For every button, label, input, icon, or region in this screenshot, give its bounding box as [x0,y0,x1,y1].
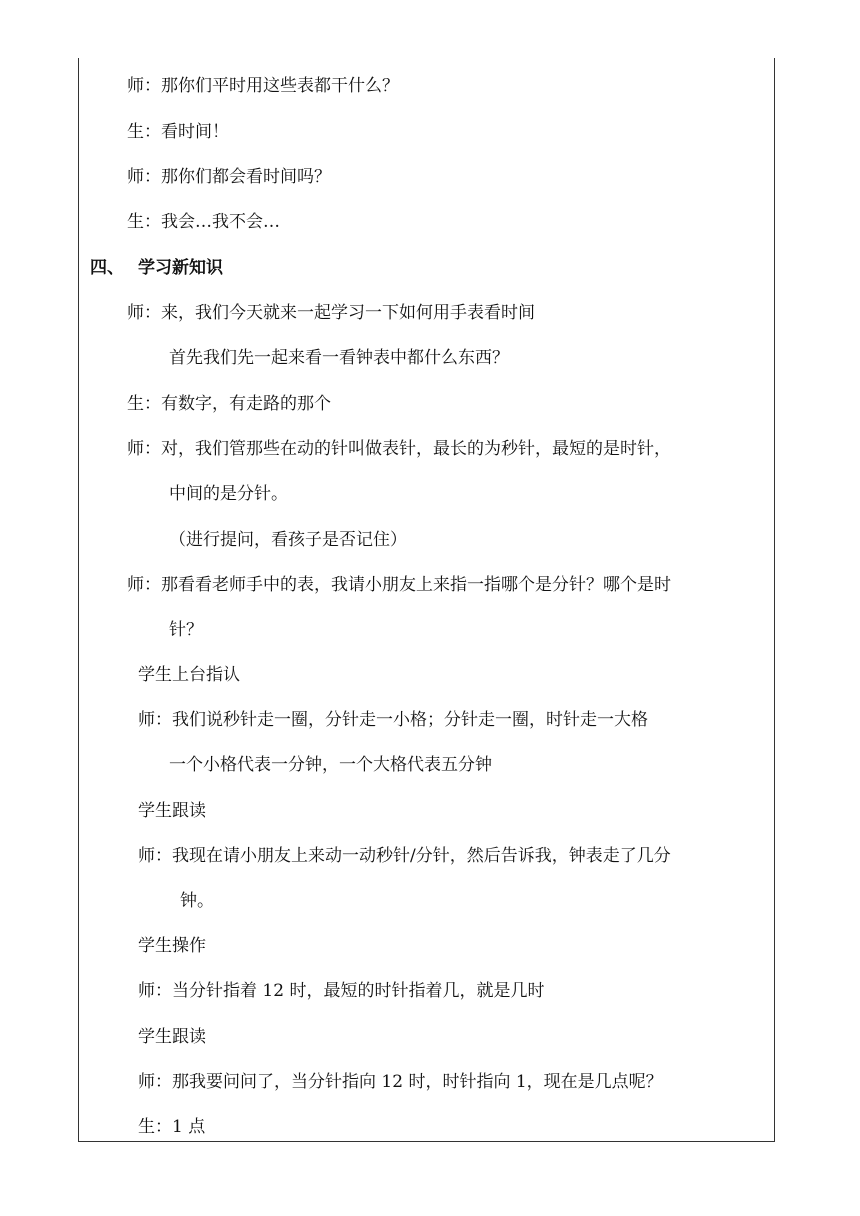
stage-direction: （进行提问，看孩子是否记住） [169,530,407,550]
dialogue-line: 生：有数字，有走路的那个 [127,394,331,414]
section-title: 学习新知识 [138,258,223,278]
section-heading [90,257,223,279]
dialogue-line: 师：当分针指着 12 时，最短的时针指着几，就是几时 [138,981,545,1001]
dialogue-line: 生：看时间！ [127,122,229,142]
dialogue-line: 师：对，我们管那些在动的针叫做表针，最长的为秒针，最短的是时针， [127,439,671,459]
dialogue-line: 师：我们说秒针走一圈，分针走一小格；分针走一圈，时针走一大格 [138,710,648,730]
dialogue-line: 首先我们先一起来看一看钟表中都什么东西？ [169,348,509,368]
activity-line: 学生操作 [138,936,206,956]
dialogue-line: 师：那我要问问了，当分针指向 12 时，时针指向 1，现在是几点呢？ [138,1072,663,1092]
activity-line: 学生上台指认 [138,665,240,685]
activity-line: 学生跟读 [138,1027,206,1047]
dialogue-line: 针？ [169,620,203,640]
dialogue-line: 师：来，我们今天就来一起学习一下如何用手表看时间 [127,303,535,323]
dialogue-line: 钟。 [180,891,214,911]
dialogue-line: 师：那你们都会看时间吗？ [127,167,331,187]
dialogue-line: 中间的是分针。 [169,484,288,504]
dialogue-line: 一个小格代表一分钟，一个大格代表五分钟 [169,755,492,775]
dialogue-line: 生：1 点 [138,1117,206,1137]
dialogue-line: 师：那你们平时用这些表都干什么？ [127,76,399,96]
dialogue-line: 师：我现在请小朋友上来动一动秒针/分针，然后告诉我，钟表走了几分 [138,846,671,866]
dialogue-line: 生：我会…我不会… [127,212,280,232]
activity-line: 学生跟读 [138,801,206,821]
section-number: 四、 [90,258,124,278]
dialogue-line: 师：那看看老师手中的表，我请小朋友上来指一指哪个是分针？哪个是时 [127,575,671,595]
